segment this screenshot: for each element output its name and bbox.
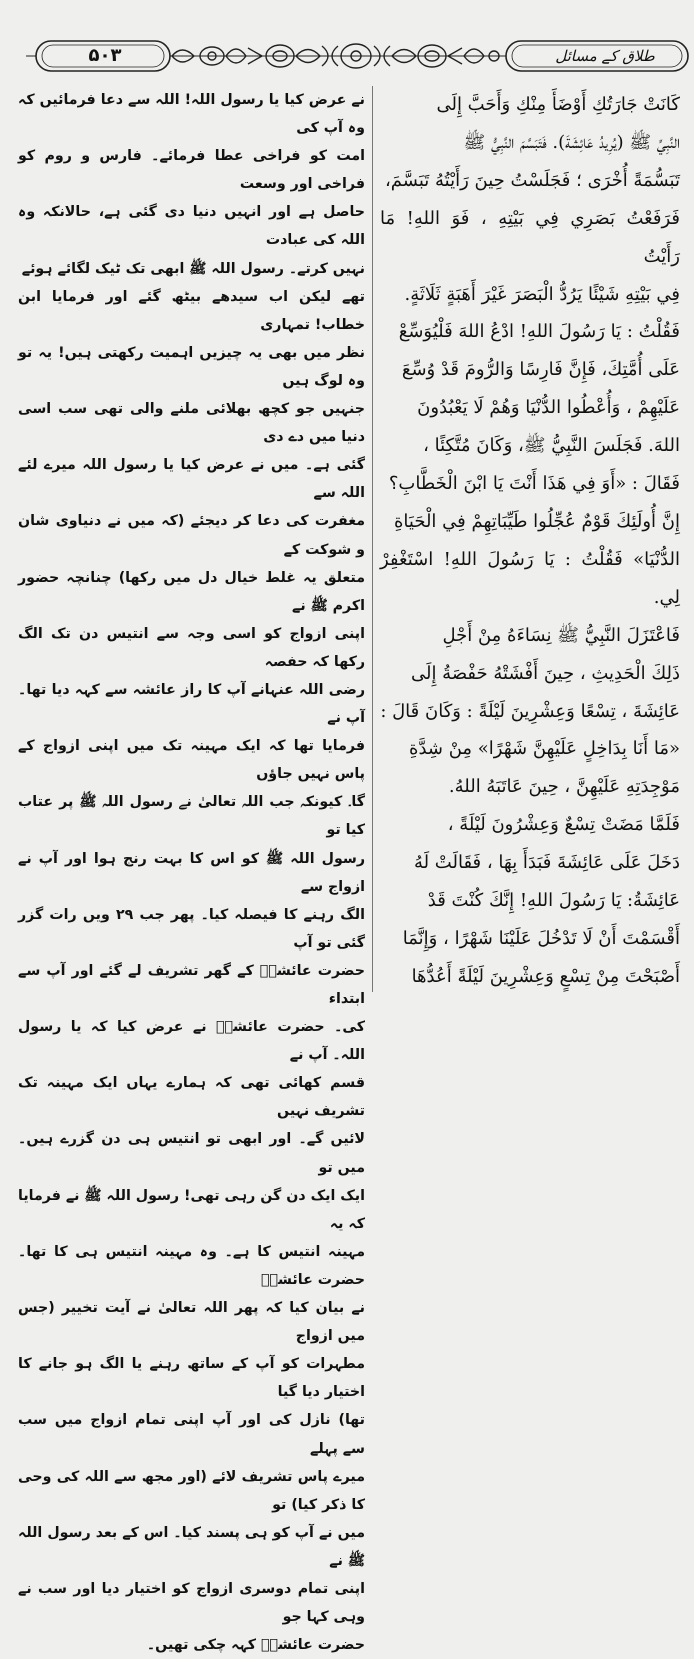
arabic-line: اللهَ. فَجَلَسَ النَّبِيُّ ﷺ، وَكَانَ مُتَّكِئًا ، [423,435,680,457]
urdu-line: اپنی تمام دوسری ازواج کو اختیار دیا اور سب نے وہی کہا جو [18,1580,365,1626]
arabic-line: كَانَتْ جَارَتُكِ أَوْضَأَ مِنْكِ وَأَحَبَّ إِلَى [436,94,680,115]
arabic-line: فَقُلْتُ : يَا رَسُولَ اللهِ! ادْعُ اللهَ فَلْيُوَسِّعْ [398,321,680,343]
urdu-line: گئی ہے۔ میں نے عرض کیا یا رسول اللہ میرے لئے اللہ سے [18,457,365,502]
urdu-line: الگ رہنے کا فیصلہ کیا۔ پھر جب ۲۹ ویں رات گزر گئی تو آپ [18,906,365,951]
urdu-line: حاصل ہے اور انہیں دنیا دی گئی ہے، حالانکہ وہ اللہ کی عبادت [18,204,365,249]
urdu-line: امت کو فراخی عطا فرمائے۔ فارس و روم کو فراخی اور وسعت [18,148,365,193]
arabic-line: عَائِشَةُ: يَا رَسُولَ اللهِ! إِنَّكَ كُنْتَ قَدْ [427,890,680,912]
urdu-line: مغفرت کی دعا کر دیجئے (کہ میں نے دنیاوی شان و شوکت کے [18,513,365,558]
arabic-line: عَائِشَةَ ، تِسْعًا وَعِشْرِينَ لَيْلَةً : وَكَانَ قَالَ : [380,700,680,722]
urdu-line: کی۔ حضرت عائشہؓ نے عرض کیا کہ یا رسول اللہ۔ آپ نے [18,1019,365,1064]
arabic-line: إِنَّ أُولَئِكَ قَوْمٌ عُجِّلُوا طَيِّبَاتِهِمْ فِي الْحَيَاةِ [393,510,680,532]
arabic-line: فَلَمَّا مَضَتْ تِسْعٌ وَعِشْرُونَ لَيْلَةً ، [447,814,680,836]
urdu-line: رضی اللہ عنہانے آپ کا راز عائشہ سے کہہ دیا تھا۔ آپ نے [18,681,365,727]
arabic-line: مَوْجِدَتِهِ عَلَيْهِنَّ ، حِينَ عَاتَبَهُ اللهُ. [448,776,680,798]
urdu-line: نے بیان کیا کہ پھر اللہ تعالیٰ نے آیت تخییر (جس میں ازواج [18,1300,365,1345]
arabic-line: فَرَفَعْتُ بَصَرِي فِي بَيْتِهِ ، فَوَ اللهِ! مَا رَأَيْتُ [380,207,680,267]
arabic-line: «مَا أَنَا بِدَاخِلٍ عَلَيْهِنَّ شَهْرًا» مِنْ شِدَّةِ [409,738,680,760]
urdu-line: میرے پاس تشریف لائے (اور مجھ سے اللہ کی وحی کا ذکر کیا) تو [18,1468,365,1513]
page-number: ۵۰۳ [88,45,122,66]
arabic-line: الدُّنْيَا» فَقُلْتُ : يَا رَسُولَ اللهِ! اسْتَغْفِرْ لِي. [380,548,680,608]
urdu-line: قسم کھائی تھی کہ ہمارے یہاں ایک مہینہ تک تشریف نہیں [18,1075,365,1120]
urdu-line: میں نے آپ کو ہی پسند کیا۔ اس کے بعد رسول اللہ ﷺ نے [18,1524,365,1569]
arabic-text-column [380,86,680,998]
urdu-line: رسول اللہ ﷺ کو اس کا بہت رنج ہوا اور آپ نے ازواج سے [18,850,365,895]
arabic-line: عَلَيْهِمْ ، وَأُعْطُوا الدُّنْيَا وَهُمْ لَا يَعْبُدُونَ [417,397,680,419]
urdu-line: ایک ایک دن گن رہی تھی! رسول اللہ ﷺ نے فرمایا کہ یہ [18,1187,365,1232]
arabic-line: أَقْسَمْتَ أَنْ لَا تَدْخُلَ عَلَيْنَا شَهْرًا ، وَإِنَّمَا [402,927,680,949]
arabic-line: فَاعْتَزَلَ النَّبِيُّ ﷺ نِسَاءَهُ مِنْ أَجْلِ [442,624,680,646]
urdu-line: اپنی ازواج کو اسی وجہ سے انتیس دن تک الگ رکھا کہ حفصہ [18,625,365,670]
arabic-line: النَّبِيِّ ﷺ (يُرِيدُ عَائِشَةَ). فَتَبَسَّمَ النَّبِيُّ ﷺ [463,131,680,153]
arabic-line: أَصْبَحْتَ مِنْ تِسْعٍ وَعِشْرِينَ لَيْلَةً أَعُدُّهَا [411,965,680,987]
urdu-line: لائیں گے۔ اور ابھی تو انتیس ہی دن گزرے ہیں۔ میں تو [18,1131,365,1176]
arabic-line: فَقَالَ : «أَوَ فِي هَذَا أَنْتَ يَا ابْنَ الْخَطَّابِ؟ [388,473,680,495]
urdu-line: تھے لیکن اب سیدھے بیٹھ گئے اور فرمایا ابن خطاب! تمہاری [18,288,365,333]
urdu-line: گا۔ کیونکہ جب اللہ تعالیٰ نے رسول اللہ ﷺ پر عتاب کیا تو [18,794,365,839]
urdu-line: نے عرض کیا یا رسول اللہ! اللہ سے دعا فرمائیں کہ وہ آپ کی [18,92,365,137]
urdu-translation-column [18,86,365,1654]
column-divider [372,86,373,992]
urdu-line: نظر میں بھی یہ چیزیں اہمیت رکھتی ہیں! یہ تو وہ لوگ ہیں [18,344,365,389]
urdu-line: نہیں کرتے۔ رسول اللہ ﷺ ابھی تک ٹیک لگائے ہوئے [21,260,365,277]
urdu-line: جنہیں جو کچھ بھلائی ملنے والی تھی سب اسی دنیا میں دے دی [18,401,365,446]
urdu-line: مطہرات کو آپ کے ساتھ رہنے یا الگ ہو جانے کا اختیار دیا گیا [18,1356,365,1401]
urdu-line: حضرت عائشہؓ کے گھر تشریف لے گئے اور آپ سے ابتداء [18,962,365,1007]
urdu-line: حضرت عائشہؓ کہہ چکی تھیں۔ [146,1637,365,1654]
arabic-line: دَخَلَ عَلَى عَائِشَةَ فَبَدَأَ بِهَا ، فَقَالَتْ لَهُ [413,852,680,874]
arabic-line: فِي بَيْتِهِ شَيْئًا يَرُدُّ الْبَصَرَ غَيْرَ أَهَبَةٍ ثَلَاثَةٍ. [404,283,680,305]
chapter-title: طلاق کے مسائل [555,47,655,65]
urdu-line: فرمایا تھا کہ ایک مہینہ تک میں اپنی ازواج کے پاس نہیں جاؤں [18,738,365,783]
urdu-line: متعلق یہ غلط خیال دل میں رکھا) چنانچہ حضور اکرم ﷺ نے [18,569,365,614]
arabic-line: عَلَى أُمَّتِكَ، فَإِنَّ فَارِسًا وَالرُّومَ قَدْ وُسِّعَ [401,359,680,381]
arabic-line: تَبَسُّمَةً أُخْرَى ؛ فَجَلَسْتُ حِينَ رَأَيْتُهُ تَبَسَّمَ، [384,169,680,191]
urdu-line: مہینہ انتیس کا ہے۔ وہ مہینہ انتیس ہی کا تھا۔ حضرت عائشہؓ [18,1243,365,1288]
page-header [22,38,692,74]
urdu-line: تھا) نازل کی اور آپ اپنی تمام ازواج میں سب سے پہلے [18,1412,365,1457]
arabic-line: ذَلِكَ الْحَدِيثِ ، حِينَ أَفْشَتْهُ حَفْصَةُ إِلَى [410,662,680,684]
